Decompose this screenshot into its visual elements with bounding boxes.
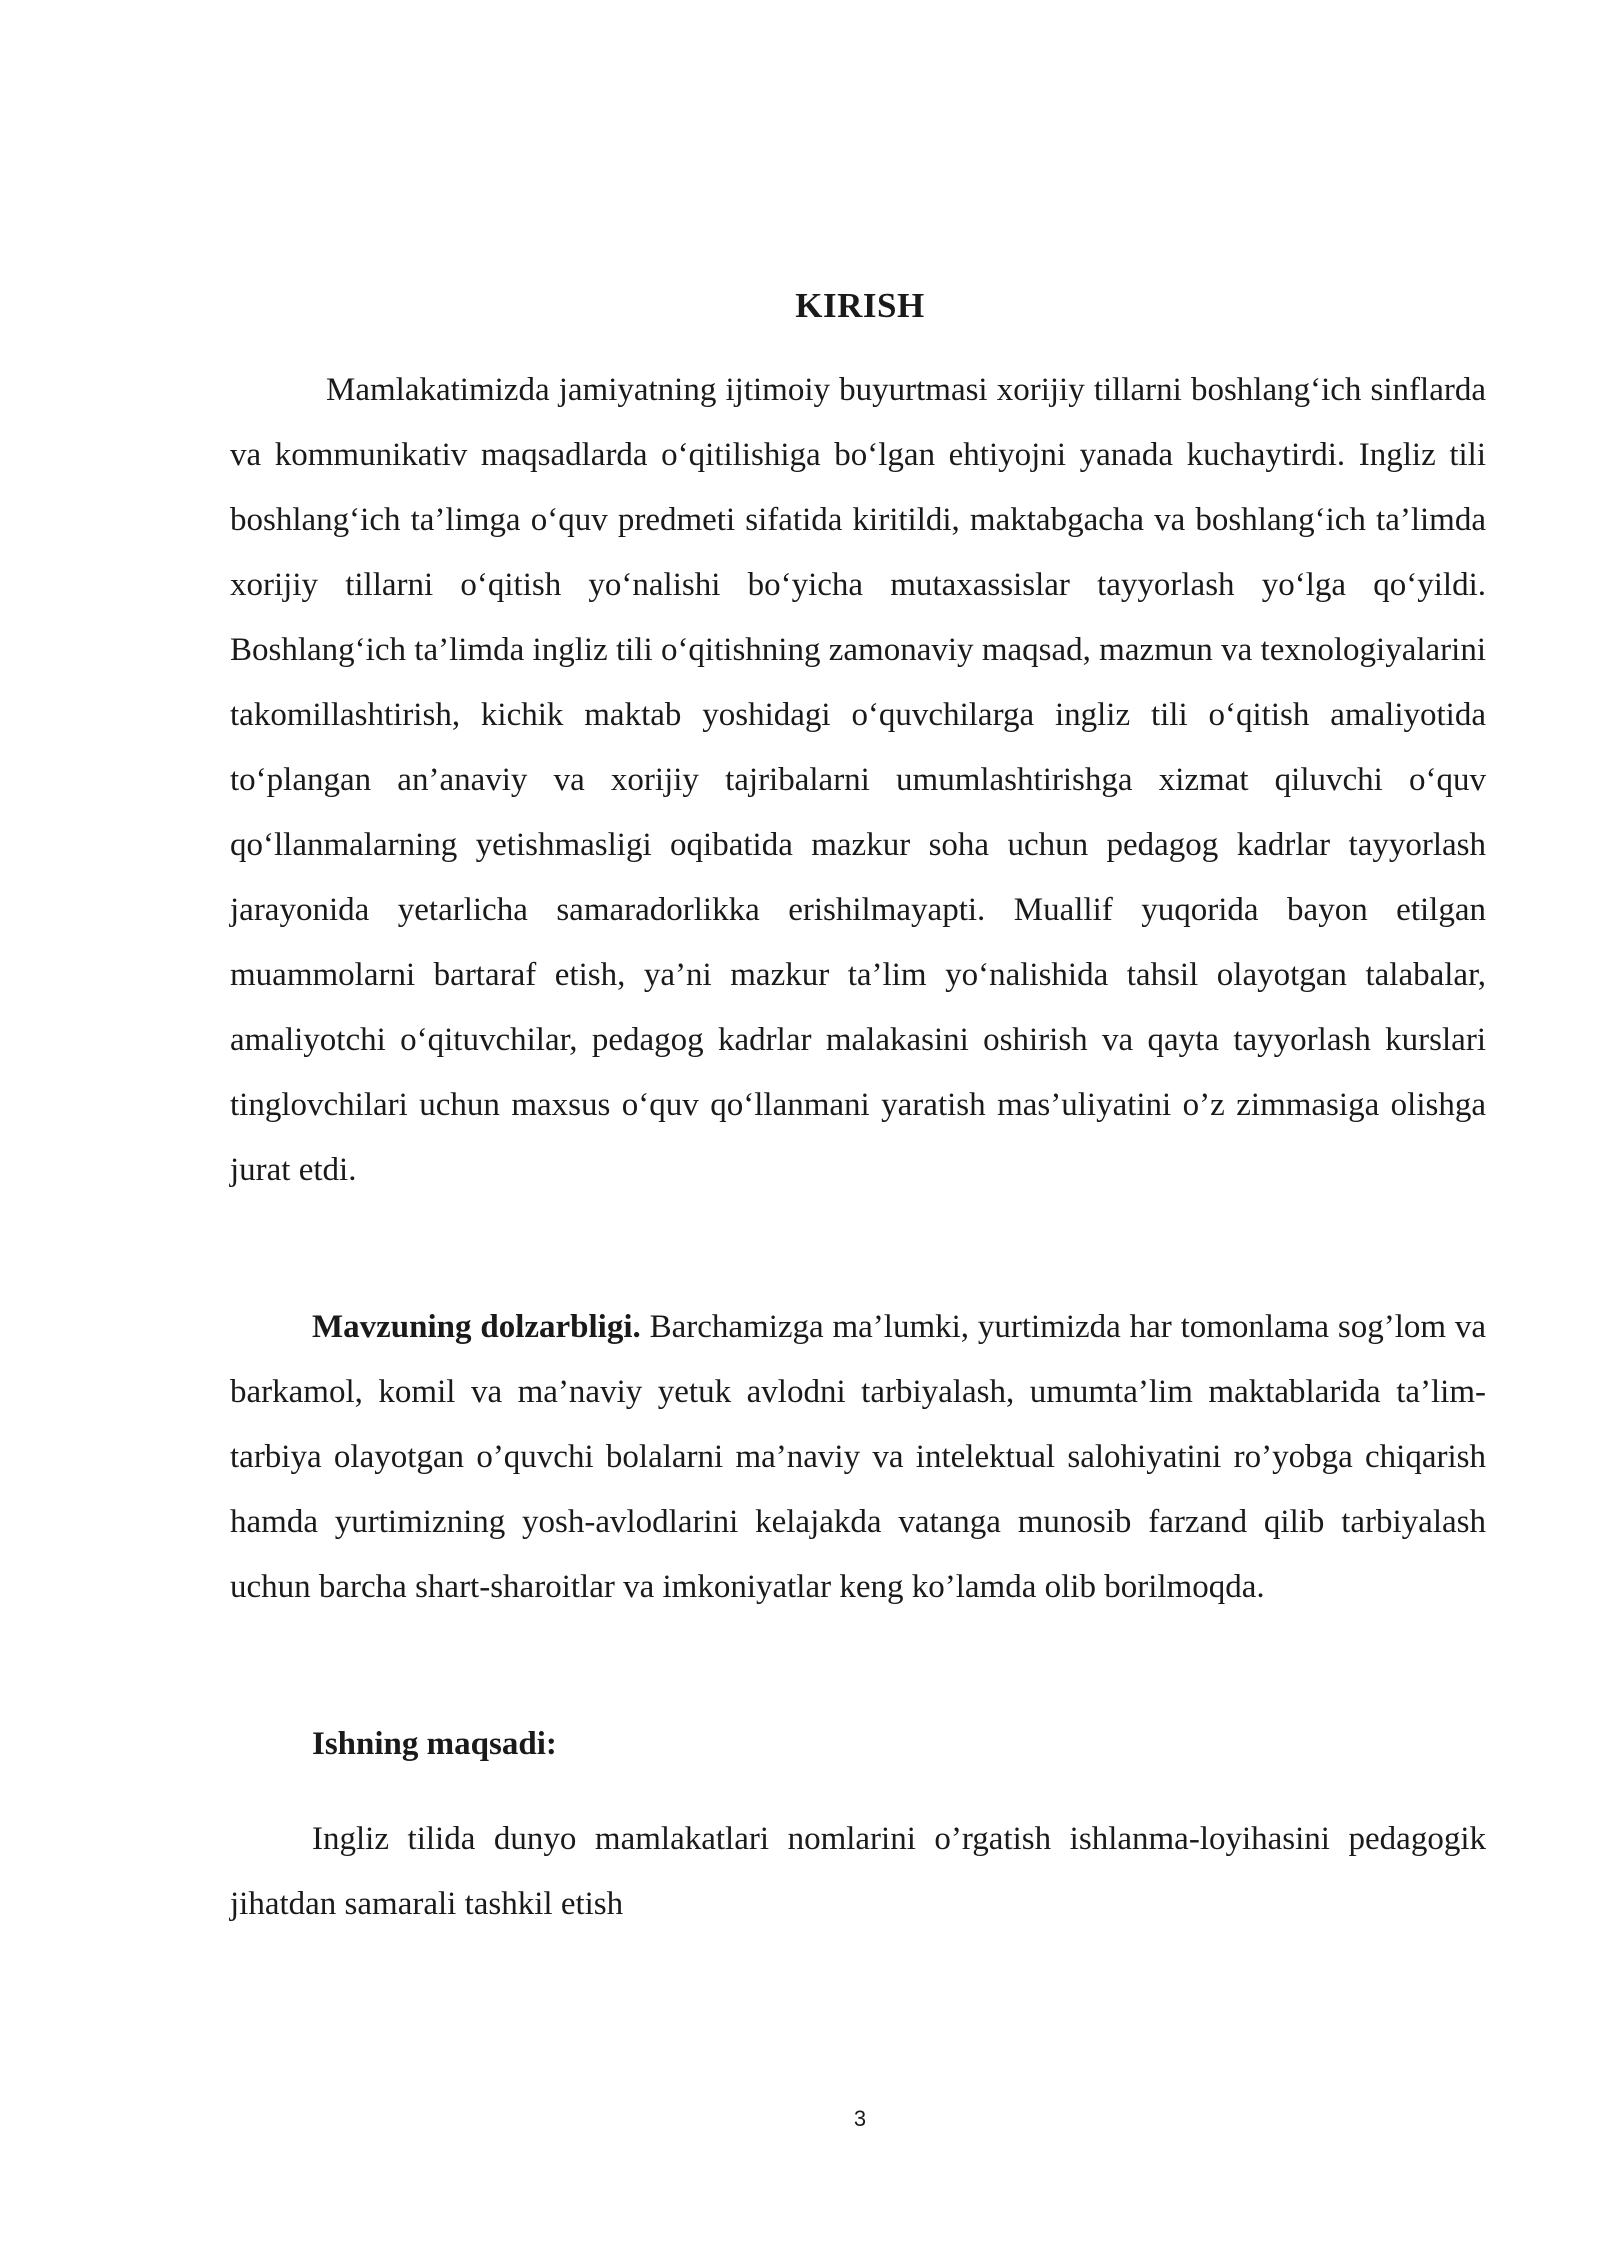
relevance-text: Barchamizga ma’lumki, yurtimizda har tomonlama sog’lom va barkamol, komil va ma’naviy yetuk avlodni tarbiyalash, umumta’lim maktablarida ta’lim-tarbiya olayotgan o’quvchi bolalarni ma’naviy va intelektual salohiyatini ro’yobga chiqarish hamda yurtimizning yosh-avlodlarini kelajakda vatanga munosib farzand qilib tarbiyalash uchun barcha shart-sharoitlar va imkoniyatlar keng ko’lamda olib borilmoqda. [230,1309,1486,1605]
goal-heading: Ishning maqsadi: [312,1726,557,1762]
section-title: KIRISH [795,286,925,325]
goal-paragraph: Ingliz tilida dunyo mamlakatlari nomlarini o’rgatish ishlanma-loyihasini pedagogik jihatdan samarali tashkil etish [230,1821,1486,1922]
page-number: 3 [853,2106,867,2131]
relevance-paragraph [230,1295,1486,1620]
intro-paragraph: Mamlakatimizda jamiyatning ijtimoiy buyurtmasi xorijiy tillarni boshlang‘ich sinflarda va kommunikativ maqsadlarda o‘qitilishiga bo‘lgan ehtiyojni yanada kuchaytirdi. Ingliz tili boshlang‘ich ta’limga o‘quv predmeti sifatida kiritildi, maktabgacha va boshlang‘ich ta’limda xorijiy tillarni o‘qitish yo‘nalishi bo‘yicha mutaxassislar tayyorlash yo‘lga qo‘yildi. Boshlang‘ich ta’limda ingliz tili o‘qitishning zamonaviy maqsad, mazmun va texnologiyalarini takomillashtirish, kichik maktab yoshidagi o‘quvchilarga ingliz tili o‘qitish amaliyotida to‘plangan an’anaviy va xorijiy tajribalarni umumlashtirishga xizmat qiluvchi o‘quv qo‘llanmalarning yetishmasligi oqibatida mazkur soha uchun pedagog kadrlar tayyorlash jarayonida yetarlicha samaradorlikka erishilmayapti. Muallif yuqorida bayon etilgan muammolarni bartaraf etish, ya’ni mazkur ta’lim yo‘nalishida tahsil olayotgan talabalar, amaliyotchi o‘qituvchilar, pedagog kadrlar malakasini oshirish va qayta tayyorlash kurslari tinglovchilari uchun maxsus o‘quv qo‘llanmani yaratish mas’uliyatini o’z zimmasiga olishga jurat etdi. [230,372,1486,1188]
relevance-heading: Mavzuning dolzarbligi. [312,1309,641,1345]
